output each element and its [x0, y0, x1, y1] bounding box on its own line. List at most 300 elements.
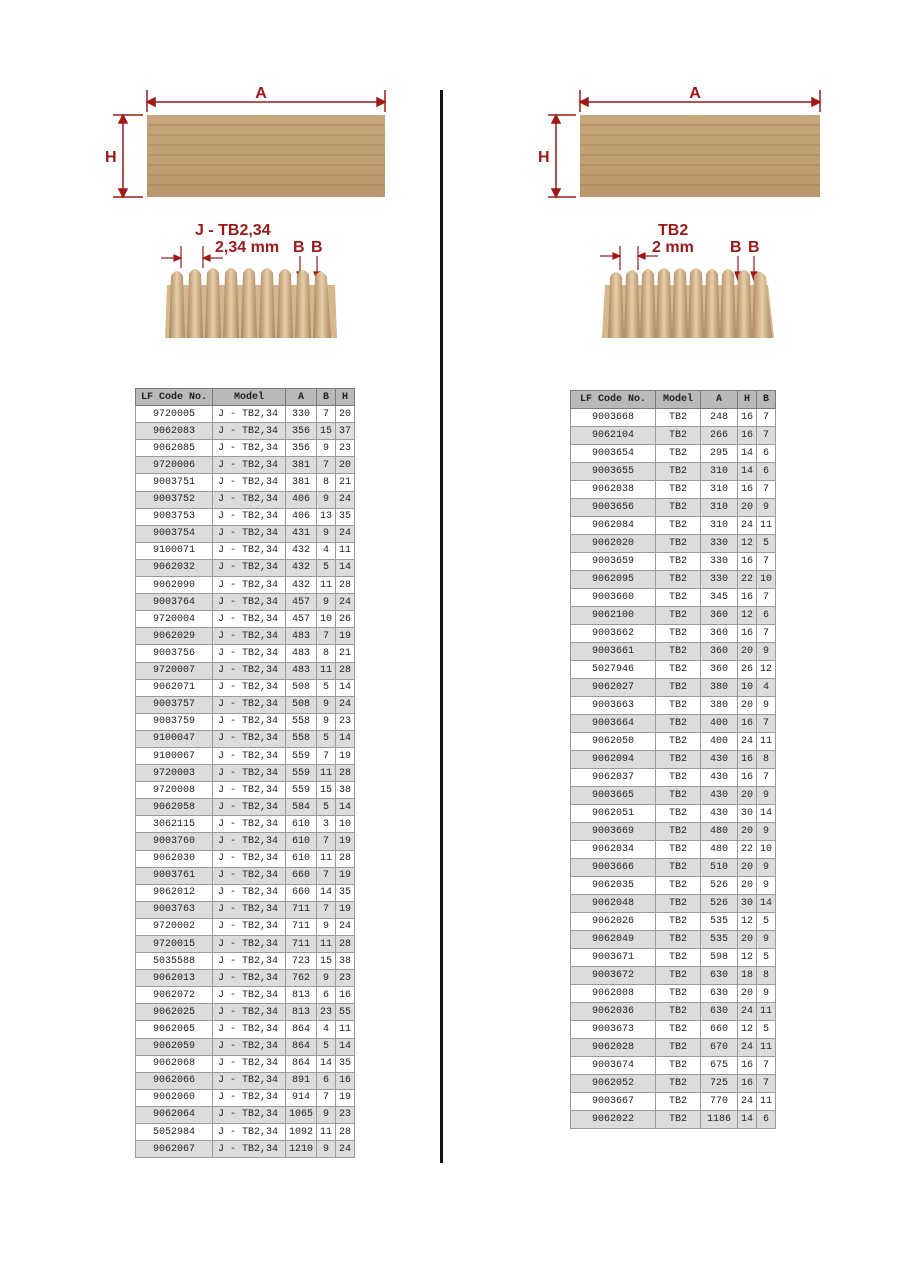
cell-col4: 24 — [738, 1093, 757, 1111]
cell-model: TB2 — [656, 715, 701, 733]
table-row — [571, 607, 776, 625]
cell-col5: 11 — [757, 1093, 776, 1111]
cell-a: 360 — [701, 643, 738, 661]
cell-a: 295 — [701, 445, 738, 463]
table-row — [136, 867, 355, 884]
cell-col5: 7 — [757, 715, 776, 733]
belt-profile-view — [165, 268, 337, 338]
cell-model: J - TB2,34 — [213, 747, 286, 764]
cell-col5: 28 — [336, 936, 355, 953]
cell-col4: 7 — [317, 628, 336, 645]
cell-model: TB2 — [656, 787, 701, 805]
cell-code: 9062059 — [136, 1038, 213, 1055]
cell-col4: 9 — [317, 918, 336, 935]
cell-model: J - TB2,34 — [213, 1055, 286, 1072]
table-row — [136, 1106, 355, 1123]
table-row — [136, 730, 355, 747]
table-row — [571, 1039, 776, 1057]
table-row — [136, 799, 355, 816]
cell-code: 9062090 — [136, 577, 213, 594]
cell-model: J - TB2,34 — [213, 918, 286, 935]
cell-col5: 7 — [757, 481, 776, 499]
cell-code: 9003764 — [136, 594, 213, 611]
cell-a: 558 — [286, 713, 317, 730]
cell-a: 430 — [701, 787, 738, 805]
right-belt-diagram — [530, 80, 830, 350]
cell-model: J - TB2,34 — [213, 970, 286, 987]
table-row — [571, 823, 776, 841]
cell-col5: 6 — [757, 607, 776, 625]
table-row — [136, 987, 355, 1004]
cell-model: J - TB2,34 — [213, 901, 286, 918]
cell-col4: 9 — [317, 594, 336, 611]
cell-col5: 23 — [336, 970, 355, 987]
table-row — [571, 985, 776, 1003]
cell-model: TB2 — [656, 499, 701, 517]
cell-col4: 11 — [317, 850, 336, 867]
cell-col4: 20 — [738, 787, 757, 805]
cell-model: J - TB2,34 — [213, 645, 286, 662]
cell-col4: 5 — [317, 679, 336, 696]
cell-model: TB2 — [656, 1075, 701, 1093]
cell-code: 9003754 — [136, 525, 213, 542]
cell-a: 1092 — [286, 1124, 317, 1141]
cell-a: 457 — [286, 594, 317, 611]
column-header-model: Model — [213, 389, 286, 406]
column-header-col4: B — [317, 389, 336, 406]
cell-code: 9003666 — [571, 859, 656, 877]
table-row — [136, 679, 355, 696]
table-row — [136, 1124, 355, 1141]
cell-model: J - TB2,34 — [213, 559, 286, 576]
cell-code: 9720006 — [136, 457, 213, 474]
cell-col4: 16 — [738, 589, 757, 607]
cell-col4: 30 — [738, 895, 757, 913]
cell-col4: 12 — [738, 949, 757, 967]
cell-a: 1186 — [701, 1111, 738, 1129]
pitch-label: 2,34 mm — [215, 239, 280, 256]
cell-col4: 13 — [317, 508, 336, 525]
cell-code: 9062095 — [571, 571, 656, 589]
cell-a: 360 — [701, 607, 738, 625]
cell-a: 711 — [286, 936, 317, 953]
cell-model: J - TB2,34 — [213, 542, 286, 559]
table-row — [136, 628, 355, 645]
table-row — [136, 457, 355, 474]
cell-col4: 5 — [317, 730, 336, 747]
cell-a: 356 — [286, 423, 317, 440]
pitch-label: 2 mm — [652, 239, 694, 256]
table-row — [571, 661, 776, 679]
cell-code: 5052984 — [136, 1124, 213, 1141]
b-label-2: B — [748, 239, 760, 256]
table-row — [571, 805, 776, 823]
cell-model: J - TB2,34 — [213, 1038, 286, 1055]
cell-col5: 4 — [757, 679, 776, 697]
cell-col5: 11 — [757, 517, 776, 535]
cell-a: 310 — [701, 499, 738, 517]
cell-col5: 24 — [336, 491, 355, 508]
cell-col4: 7 — [317, 833, 336, 850]
table-row — [571, 877, 776, 895]
table-row — [571, 1003, 776, 1021]
cell-col5: 19 — [336, 628, 355, 645]
table-row — [571, 679, 776, 697]
cell-col4: 20 — [738, 697, 757, 715]
cell-model: TB2 — [656, 697, 701, 715]
cell-col4: 20 — [738, 643, 757, 661]
table-row — [571, 643, 776, 661]
cell-col5: 14 — [757, 895, 776, 913]
cell-model: J - TB2,34 — [213, 936, 286, 953]
cell-a: 360 — [701, 625, 738, 643]
cell-code: 9062008 — [571, 985, 656, 1003]
cell-a: 762 — [286, 970, 317, 987]
cell-code: 9062058 — [136, 799, 213, 816]
cell-col5: 28 — [336, 662, 355, 679]
cell-model: TB2 — [656, 913, 701, 931]
cell-model: J - TB2,34 — [213, 1089, 286, 1106]
cell-code: 9062083 — [136, 423, 213, 440]
cell-model: TB2 — [656, 949, 701, 967]
cell-model: TB2 — [656, 769, 701, 787]
cell-col4: 16 — [738, 1075, 757, 1093]
cell-model: TB2 — [656, 445, 701, 463]
table-row — [571, 751, 776, 769]
cell-code: 9062025 — [136, 1004, 213, 1021]
cell-col5: 28 — [336, 1124, 355, 1141]
cell-model: J - TB2,34 — [213, 987, 286, 1004]
table-row — [136, 765, 355, 782]
table-row — [571, 517, 776, 535]
cell-col4: 24 — [738, 1039, 757, 1057]
cell-a: 610 — [286, 833, 317, 850]
cell-a: 526 — [701, 877, 738, 895]
cell-col5: 7 — [757, 427, 776, 445]
cell-col5: 19 — [336, 1089, 355, 1106]
cell-a: 508 — [286, 696, 317, 713]
cell-col5: 35 — [336, 508, 355, 525]
cell-model: J - TB2,34 — [213, 662, 286, 679]
cell-col4: 16 — [738, 409, 757, 427]
table-row — [571, 859, 776, 877]
table-row — [136, 440, 355, 457]
cell-col4: 9 — [317, 696, 336, 713]
cell-col5: 19 — [336, 901, 355, 918]
table-row — [571, 625, 776, 643]
cell-col5: 5 — [757, 535, 776, 553]
cell-col5: 7 — [757, 625, 776, 643]
cell-col5: 14 — [336, 679, 355, 696]
cell-code: 9062066 — [136, 1072, 213, 1089]
cell-col4: 14 — [738, 445, 757, 463]
cell-a: 770 — [701, 1093, 738, 1111]
cell-col4: 20 — [738, 823, 757, 841]
cell-a: 381 — [286, 457, 317, 474]
cell-col4: 14 — [738, 463, 757, 481]
cell-col5: 14 — [336, 559, 355, 576]
cell-col4: 24 — [738, 733, 757, 751]
cell-model: J - TB2,34 — [213, 525, 286, 542]
cell-code: 9062104 — [571, 427, 656, 445]
cell-col5: 23 — [336, 713, 355, 730]
cell-code: 9003669 — [571, 823, 656, 841]
cell-a: 660 — [286, 867, 317, 884]
cell-code: 9003761 — [136, 867, 213, 884]
cell-col5: 11 — [336, 1021, 355, 1038]
cell-model: J - TB2,34 — [213, 1141, 286, 1158]
cell-col5: 21 — [336, 645, 355, 662]
cell-col4: 16 — [738, 553, 757, 571]
cell-col5: 8 — [757, 751, 776, 769]
cell-code: 9062027 — [571, 679, 656, 697]
table-row — [571, 535, 776, 553]
table-row — [136, 594, 355, 611]
table-row — [571, 481, 776, 499]
cell-col4: 5 — [317, 559, 336, 576]
profile-name-label: J - TB2,34 — [195, 222, 271, 239]
column-divider — [440, 90, 443, 1163]
cell-model: J - TB2,34 — [213, 1106, 286, 1123]
table-row — [136, 850, 355, 867]
cell-model: TB2 — [656, 1111, 701, 1129]
cell-model: J - TB2,34 — [213, 1004, 286, 1021]
cell-a: 483 — [286, 662, 317, 679]
cell-a: 1210 — [286, 1141, 317, 1158]
cell-col5: 26 — [336, 611, 355, 628]
cell-col5: 6 — [757, 445, 776, 463]
cell-col4: 16 — [738, 625, 757, 643]
cell-code: 9003660 — [571, 589, 656, 607]
cell-a: 630 — [701, 967, 738, 985]
table-row — [571, 589, 776, 607]
cell-col5: 7 — [757, 1075, 776, 1093]
cell-col5: 20 — [336, 406, 355, 423]
cell-model: TB2 — [656, 463, 701, 481]
table-row — [136, 901, 355, 918]
cell-a: 675 — [701, 1057, 738, 1075]
column-header-col4: H — [738, 391, 757, 409]
cell-a: 723 — [286, 953, 317, 970]
cell-code: 9062035 — [571, 877, 656, 895]
cell-code: 9003751 — [136, 474, 213, 491]
cell-model: TB2 — [656, 823, 701, 841]
cell-col4: 12 — [738, 607, 757, 625]
cell-code: 9100071 — [136, 542, 213, 559]
cell-col4: 16 — [738, 427, 757, 445]
cell-code: 9062060 — [136, 1089, 213, 1106]
cell-col5: 7 — [757, 553, 776, 571]
cell-col5: 7 — [757, 589, 776, 607]
cell-code: 9003673 — [571, 1021, 656, 1039]
cell-col4: 23 — [317, 1004, 336, 1021]
cell-a: 598 — [701, 949, 738, 967]
cell-a: 400 — [701, 733, 738, 751]
cell-a: 891 — [286, 1072, 317, 1089]
column-header-col5: H — [336, 389, 355, 406]
cell-a: 813 — [286, 1004, 317, 1021]
cell-col5: 9 — [757, 985, 776, 1003]
table-row — [136, 884, 355, 901]
cell-code: 9062020 — [571, 535, 656, 553]
cell-code: 9003672 — [571, 967, 656, 985]
cell-col5: 38 — [336, 953, 355, 970]
cell-col5: 14 — [336, 799, 355, 816]
cell-a: 711 — [286, 901, 317, 918]
cell-col4: 12 — [738, 535, 757, 553]
cell-model: TB2 — [656, 751, 701, 769]
cell-code: 9003759 — [136, 713, 213, 730]
cell-col5: 7 — [757, 769, 776, 787]
cell-col5: 9 — [757, 643, 776, 661]
cell-col4: 5 — [317, 799, 336, 816]
table-row — [571, 571, 776, 589]
left-belt-diagram — [95, 80, 395, 350]
cell-col4: 11 — [317, 936, 336, 953]
cell-a: 670 — [701, 1039, 738, 1057]
cell-col4: 14 — [317, 884, 336, 901]
cell-code: 9062048 — [571, 895, 656, 913]
cell-code: 9003763 — [136, 901, 213, 918]
cell-model: J - TB2,34 — [213, 577, 286, 594]
cell-model: TB2 — [656, 427, 701, 445]
cell-col5: 16 — [336, 987, 355, 1004]
cell-model: TB2 — [656, 553, 701, 571]
table-row — [136, 1072, 355, 1089]
cell-col5: 11 — [757, 1039, 776, 1057]
cell-model: J - TB2,34 — [213, 713, 286, 730]
cell-col5: 24 — [336, 1141, 355, 1158]
table-row — [136, 559, 355, 576]
cell-col4: 5 — [317, 1038, 336, 1055]
cell-a: 483 — [286, 628, 317, 645]
cell-model: TB2 — [656, 661, 701, 679]
cell-code: 9062013 — [136, 970, 213, 987]
cell-model: TB2 — [656, 895, 701, 913]
table-row — [136, 953, 355, 970]
cell-col5: 16 — [336, 1072, 355, 1089]
cell-a: 630 — [701, 1003, 738, 1021]
cell-col5: 9 — [757, 697, 776, 715]
cell-a: 610 — [286, 816, 317, 833]
cell-col4: 4 — [317, 542, 336, 559]
cell-col5: 21 — [336, 474, 355, 491]
cell-col4: 20 — [738, 499, 757, 517]
cell-model: TB2 — [656, 841, 701, 859]
cell-col4: 7 — [317, 747, 336, 764]
cell-a: 356 — [286, 440, 317, 457]
cell-col5: 35 — [336, 884, 355, 901]
cell-col4: 16 — [738, 751, 757, 769]
table-row — [136, 406, 355, 423]
cell-col5: 10 — [757, 841, 776, 859]
cell-code: 9003760 — [136, 833, 213, 850]
cell-col4: 15 — [317, 953, 336, 970]
cell-a: 248 — [701, 409, 738, 427]
table-row — [136, 713, 355, 730]
table-row — [136, 970, 355, 987]
cell-col4: 9 — [317, 440, 336, 457]
cell-col5: 24 — [336, 696, 355, 713]
cell-col5: 24 — [336, 525, 355, 542]
table-row — [136, 1004, 355, 1021]
cell-col4: 11 — [317, 765, 336, 782]
table-row — [571, 1057, 776, 1075]
dim-h-label: H — [105, 149, 117, 166]
table-row — [136, 833, 355, 850]
cell-code: 9062071 — [136, 679, 213, 696]
cell-col5: 10 — [336, 816, 355, 833]
cell-code: 9062072 — [136, 987, 213, 1004]
cell-model: J - TB2,34 — [213, 730, 286, 747]
cell-a: 310 — [701, 517, 738, 535]
cell-col4: 16 — [738, 1057, 757, 1075]
cell-col4: 8 — [317, 474, 336, 491]
b-label-1: B — [293, 239, 305, 256]
cell-a: 406 — [286, 508, 317, 525]
table-row — [136, 1021, 355, 1038]
table-row — [136, 508, 355, 525]
cell-col5: 9 — [757, 499, 776, 517]
cell-model: TB2 — [656, 481, 701, 499]
table-row — [136, 423, 355, 440]
table-row — [136, 611, 355, 628]
table-row — [571, 715, 776, 733]
cell-model: J - TB2,34 — [213, 440, 286, 457]
cell-col4: 9 — [317, 970, 336, 987]
cell-model: TB2 — [656, 535, 701, 553]
cell-col4: 26 — [738, 661, 757, 679]
cell-code: 9720008 — [136, 782, 213, 799]
table-row — [571, 409, 776, 427]
cell-col4: 9 — [317, 713, 336, 730]
cell-col5: 9 — [757, 823, 776, 841]
cell-model: J - TB2,34 — [213, 457, 286, 474]
table-row — [136, 542, 355, 559]
cell-col4: 20 — [738, 877, 757, 895]
cell-a: 864 — [286, 1038, 317, 1055]
cell-code: 9062034 — [571, 841, 656, 859]
cell-col5: 24 — [336, 918, 355, 935]
cell-col5: 9 — [757, 877, 776, 895]
table-row — [136, 491, 355, 508]
cell-col5: 5 — [757, 949, 776, 967]
profile-name-label: TB2 — [658, 222, 689, 239]
cell-a: 430 — [701, 769, 738, 787]
cell-a: 660 — [286, 884, 317, 901]
cell-col4: 11 — [317, 577, 336, 594]
cell-a: 483 — [286, 645, 317, 662]
table-row — [571, 445, 776, 463]
cell-col4: 9 — [317, 525, 336, 542]
cell-a: 330 — [701, 571, 738, 589]
cell-col5: 19 — [336, 867, 355, 884]
cell-col4: 16 — [738, 769, 757, 787]
cell-a: 406 — [286, 491, 317, 508]
cell-col4: 14 — [738, 1111, 757, 1129]
cell-col4: 11 — [317, 662, 336, 679]
table-row — [571, 769, 776, 787]
cell-code: 9062028 — [571, 1039, 656, 1057]
cell-col4: 9 — [317, 1106, 336, 1123]
cell-code: 9003656 — [571, 499, 656, 517]
cell-code: 9062022 — [571, 1111, 656, 1129]
cell-col5: 5 — [757, 1021, 776, 1039]
cell-a: 480 — [701, 841, 738, 859]
cell-col4: 22 — [738, 571, 757, 589]
cell-col5: 24 — [336, 594, 355, 611]
cell-a: 813 — [286, 987, 317, 1004]
